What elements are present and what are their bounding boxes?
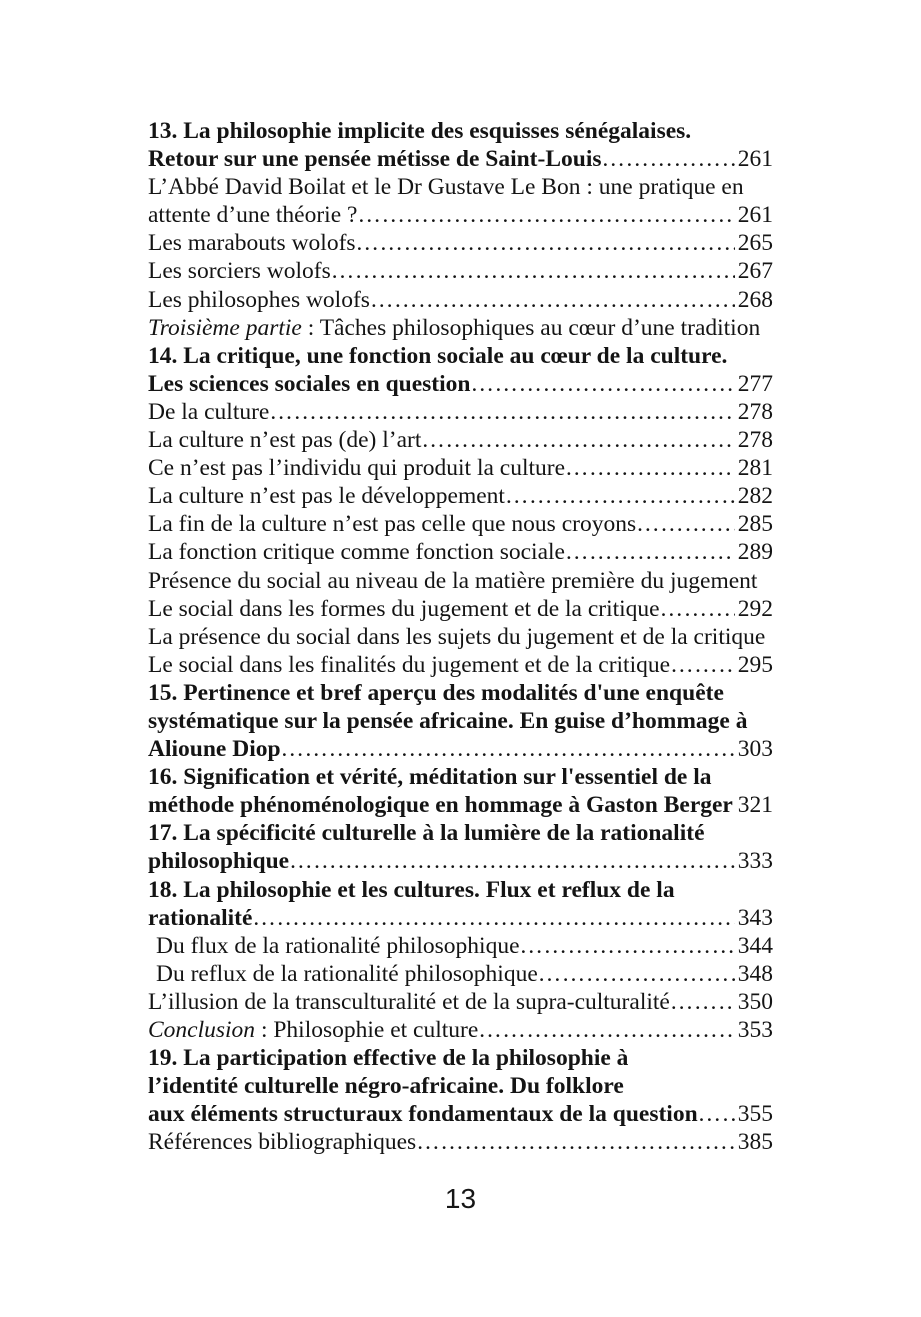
dot-leader bbox=[636, 510, 735, 538]
dot-leader bbox=[357, 201, 734, 229]
toc-entry bbox=[148, 707, 773, 735]
toc-entry-title: aux éléments structuraux fondamentaux de la question bbox=[148, 1101, 698, 1128]
toc-entry bbox=[148, 567, 773, 595]
toc-entry-title: 13. La philosophie implicite des esquisses sénégalaises. bbox=[148, 118, 692, 144]
toc-entry-page-number: 282 bbox=[737, 483, 773, 510]
toc-entry bbox=[148, 1044, 773, 1072]
toc-entry-title: Le social dans les formes du jugement et de la critique bbox=[148, 595, 660, 622]
toc-entry-title: méthode phénoménologique en hommage à Gaston Berger bbox=[148, 792, 733, 819]
dot-leader bbox=[565, 454, 735, 482]
toc-entry-title: Références bibliographiques bbox=[148, 1129, 417, 1156]
toc-entry-title: Alioune Diop bbox=[148, 736, 281, 763]
dot-leader bbox=[289, 847, 735, 875]
toc-entry-page-number: 385 bbox=[737, 1129, 773, 1156]
toc-entry-page-number: 295 bbox=[737, 651, 773, 678]
dot-leader bbox=[356, 229, 735, 257]
dot-leader bbox=[478, 1016, 734, 1044]
dot-leader bbox=[470, 370, 734, 398]
toc-entry-title: attente d’une théorie ? bbox=[148, 202, 358, 229]
toc-entry-title: La présence du social dans les sujets du jugement et de la critique bbox=[148, 623, 766, 650]
toc-entry bbox=[148, 510, 773, 538]
toc-entry bbox=[148, 398, 773, 426]
toc-entry-title: Les sorciers wolofs bbox=[148, 258, 331, 285]
toc-entry bbox=[148, 819, 773, 847]
toc-entry-page-number: 353 bbox=[737, 1017, 773, 1043]
toc-entry-page-number: 285 bbox=[737, 511, 773, 538]
toc-entry-title: Ce n’est pas l’individu qui produit la culture bbox=[148, 455, 566, 482]
toc-entry bbox=[148, 257, 773, 285]
toc-entry bbox=[148, 595, 773, 623]
toc-entry-title: Du flux de la rationalité philosophique bbox=[156, 932, 520, 959]
dot-leader bbox=[520, 932, 735, 960]
toc-entry-title: Les marabouts wolofs bbox=[148, 230, 356, 257]
toc-entry bbox=[148, 651, 773, 679]
toc-entry bbox=[148, 482, 773, 510]
toc-entry-page-number: 355 bbox=[737, 1101, 773, 1128]
dot-leader bbox=[602, 145, 735, 173]
toc-entry bbox=[148, 763, 773, 791]
toc-entry-title: : Tâches philosophiques au cœur d’une tradition bbox=[301, 314, 761, 341]
toc-entry-title: Retour sur une pensée métisse de Saint-Louis bbox=[148, 146, 602, 173]
toc-entry-italic-prefix: Conclusion bbox=[148, 1017, 256, 1043]
toc-entry-page-number: 292 bbox=[737, 595, 773, 622]
dot-leader bbox=[370, 286, 735, 314]
toc-entry bbox=[148, 932, 773, 960]
toc-entry bbox=[148, 791, 773, 819]
toc-entry-title: La fonction critique comme fonction sociale bbox=[148, 539, 565, 566]
toc-entry-page-number: 278 bbox=[737, 398, 773, 425]
toc-entry-page-number: 344 bbox=[737, 932, 773, 959]
toc-entry bbox=[148, 904, 773, 932]
toc-entry-title: La culture n’est pas (de) l’art bbox=[148, 427, 422, 454]
toc-entry bbox=[148, 735, 773, 763]
toc-entry-page-number: 277 bbox=[737, 370, 773, 397]
toc-entry-title: 16. Signification et vérité, méditation sur l'essentiel de la bbox=[148, 764, 712, 791]
toc-entry-page-number: 261 bbox=[737, 202, 773, 229]
toc-entry bbox=[148, 1128, 773, 1156]
toc-entry bbox=[148, 1016, 773, 1044]
toc-entry-page-number: 278 bbox=[737, 427, 773, 454]
toc-entry-page-number: 321 bbox=[737, 792, 773, 819]
toc-entry bbox=[148, 173, 773, 201]
toc-entry-title: L’Abbé David Boilat et le Dr Gustave Le Bon : une pratique en bbox=[148, 174, 744, 201]
toc-entry-page-number: 281 bbox=[737, 455, 773, 482]
toc-entry-title: Les philosophes wolofs bbox=[148, 286, 370, 313]
toc-entry-page-number: 343 bbox=[737, 904, 773, 931]
dot-leader bbox=[505, 482, 735, 510]
toc-entry bbox=[148, 623, 773, 651]
toc-entry-italic-prefix: Troisième partie bbox=[148, 314, 302, 341]
toc-entry-title: : Philosophie et culture bbox=[255, 1017, 479, 1043]
toc-entry-page-number: 265 bbox=[737, 230, 773, 257]
toc-entry-title: Présence du social au niveau de la matière première du jugement bbox=[148, 567, 758, 594]
toc-entry-title: 19. La participation effective de la philosophie à bbox=[148, 1045, 629, 1072]
toc-entry bbox=[148, 201, 773, 229]
toc-entry bbox=[148, 314, 773, 342]
dot-leader bbox=[281, 735, 735, 763]
table-of-contents bbox=[148, 117, 773, 1156]
toc-entry-title: 14. La critique, une fonction sociale au cœur de la culture. bbox=[148, 342, 728, 369]
toc-entry bbox=[148, 960, 773, 988]
dot-leader bbox=[670, 651, 735, 679]
toc-entry-title: systématique sur la pensée africaine. En guise d’hommage à bbox=[148, 707, 748, 734]
dot-leader bbox=[538, 960, 735, 988]
toc-entry bbox=[148, 679, 773, 707]
toc-entry-page-number: 261 bbox=[737, 146, 773, 173]
toc-entry-page-number: 267 bbox=[737, 258, 773, 285]
toc-entry bbox=[148, 145, 773, 173]
toc-entry bbox=[148, 538, 773, 566]
dot-leader bbox=[416, 1128, 735, 1156]
toc-entry bbox=[148, 370, 773, 398]
dot-leader bbox=[269, 398, 734, 426]
toc-entry-title: La fin de la culture n’est pas celle que nous croyons bbox=[148, 511, 637, 538]
dot-leader bbox=[331, 257, 735, 285]
toc-entry-page-number: 350 bbox=[737, 988, 773, 1015]
toc-entry bbox=[148, 117, 773, 145]
dot-leader bbox=[421, 426, 734, 454]
toc-entry-page-number: 268 bbox=[737, 286, 773, 313]
folio-page-number: 13 bbox=[444, 1183, 477, 1214]
toc-entry-title: 17. La spécificité culturelle à la lumière de la rationalité bbox=[148, 820, 705, 847]
toc-entry-page-number: 348 bbox=[737, 960, 773, 987]
toc-entry-title: l’identité culturelle négro-africaine. Du folklore bbox=[148, 1073, 624, 1100]
toc-entry bbox=[148, 229, 773, 257]
toc-entry-title: De la culture bbox=[148, 398, 270, 425]
toc-entry bbox=[148, 876, 773, 904]
toc-entry-title: Les sciences sociales en question bbox=[148, 370, 471, 397]
toc-entry bbox=[148, 1100, 773, 1128]
toc-entry-title: 15. Pertinence et bref aperçu des modalités d'une enquête bbox=[148, 679, 724, 706]
toc-entry-page-number: 333 bbox=[737, 848, 773, 875]
dot-leader bbox=[660, 595, 735, 623]
dot-leader bbox=[670, 988, 735, 1016]
toc-entry-title: La culture n’est pas le développement bbox=[148, 483, 505, 510]
toc-entry-page-number: 303 bbox=[737, 736, 773, 763]
toc-entry-title: L’illusion de la transculturalité et de la supra-culturalité bbox=[148, 988, 670, 1015]
toc-entry bbox=[148, 342, 773, 370]
toc-entry-title: rationalité bbox=[148, 904, 253, 931]
toc-entry-title: 18. La philosophie et les cultures. Flux et reflux de la bbox=[148, 876, 675, 903]
dot-leader bbox=[698, 1100, 735, 1128]
dot-leader bbox=[252, 904, 734, 932]
toc-entry-title: Du reflux de la rationalité philosophique bbox=[156, 960, 538, 987]
dot-leader bbox=[565, 538, 735, 566]
toc-entry bbox=[148, 286, 773, 314]
toc-entry-title: philosophique bbox=[148, 848, 290, 875]
toc-entry bbox=[148, 847, 773, 875]
toc-entry bbox=[148, 1072, 773, 1100]
toc-entry bbox=[148, 988, 773, 1016]
toc-entry-title: Le social dans les finalités du jugement et de la critique bbox=[148, 651, 671, 678]
toc-entry-page-number: 289 bbox=[737, 539, 773, 566]
toc-entry bbox=[148, 426, 773, 454]
toc-entry bbox=[148, 454, 773, 482]
